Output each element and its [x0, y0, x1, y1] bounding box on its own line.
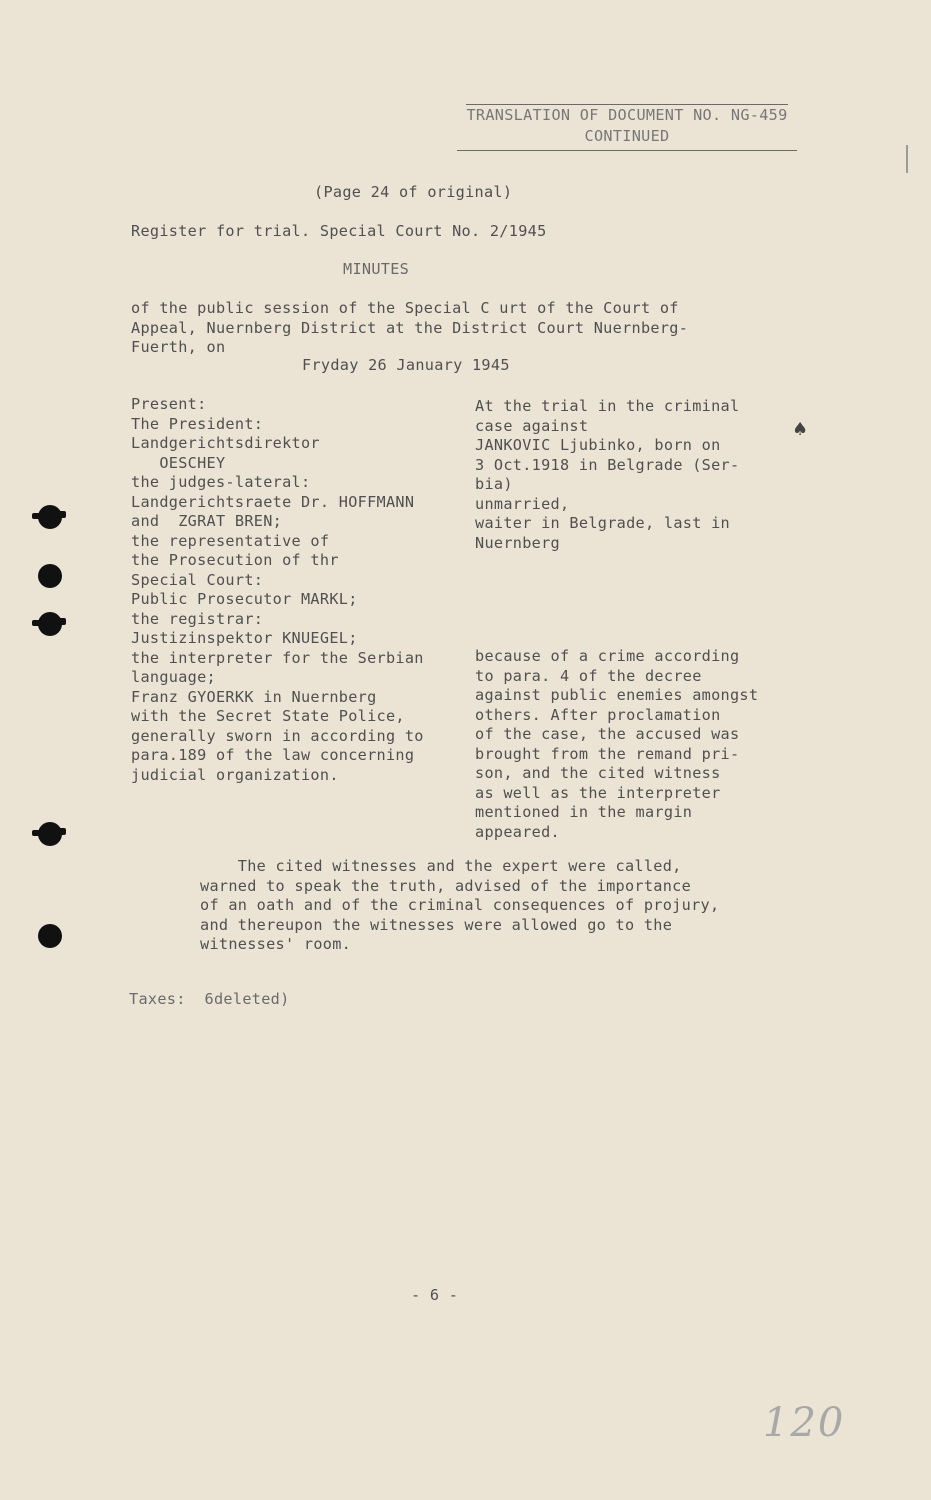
right-line: because of a crime according: [475, 647, 740, 665]
right-line: JANKOVIC Ljubinko, born on: [475, 436, 721, 454]
ink-mark: ♠: [792, 419, 809, 440]
translation-title: TRANSLATION OF DOCUMENT NO. NG-459: [466, 106, 788, 124]
intro-line: Fuerth, on: [131, 338, 226, 356]
left-line: Justizinspektor KNUEGEL;: [131, 629, 358, 647]
paragraph-line: witnesses' room.: [200, 935, 352, 953]
punch-hole: [38, 612, 62, 636]
right-line: bia): [475, 475, 513, 493]
intro-block: [131, 299, 688, 358]
punch-hole: [38, 505, 62, 529]
register-line: Register for trial. Special Court No. 2/1945: [131, 222, 547, 240]
left-line: Landgerichtsraete Dr. HOFFMANN: [131, 492, 415, 511]
left-line: para.189 of the law concerning: [131, 746, 415, 764]
continued-label: CONTINUED: [457, 127, 797, 152]
left-line: Special Court:: [131, 570, 264, 589]
taxes-note: Taxes: 6deleted): [129, 990, 290, 1008]
right-line: others. After proclamation: [475, 705, 721, 724]
right-line: 3 Oct.1918 in Belgrade (Ser-: [475, 455, 740, 474]
left-line: with the Secret State Police,: [131, 707, 405, 725]
left-line: OESCHEY: [131, 453, 226, 472]
right-line: waiter in Belgrade, last in: [475, 514, 730, 532]
document-header: [452, 104, 802, 151]
left-line: the registrar:: [131, 609, 264, 628]
left-line: Public Prosecutor MARKL;: [131, 590, 358, 608]
right-line: against public enemies amongst: [475, 686, 759, 704]
left-column: [131, 395, 424, 785]
right-line: son, and the cited witness: [475, 764, 721, 782]
left-line: language;: [131, 668, 216, 686]
left-line: Franz GYOERKK in Nuernberg: [131, 687, 377, 706]
paragraph-line: The cited witnesses and the expert were called,: [200, 857, 682, 875]
right-column-case: [475, 397, 739, 553]
page-number: - 6 -: [411, 1286, 459, 1304]
punch-hole: [38, 924, 62, 948]
right-column-charge: [475, 647, 758, 842]
minutes-title: MINUTES: [343, 260, 410, 278]
right-line: case against: [475, 416, 589, 435]
left-line: judicial organization.: [131, 765, 339, 784]
right-line: brought from the remand pri-: [475, 744, 740, 763]
right-line: appeared.: [475, 822, 560, 841]
paragraph-line: warned to speak the truth, advised of the importance: [200, 876, 692, 895]
left-line: the representative of: [131, 531, 330, 550]
right-line: mentioned in the margin: [475, 803, 693, 821]
witness-paragraph: [200, 857, 719, 955]
handwritten-page-number: 120: [763, 1400, 846, 1446]
paragraph-line: of an oath and of the criminal consequences of projury,: [200, 896, 720, 914]
right-line: unmarried,: [475, 494, 570, 513]
page-reference: (Page 24 of original): [314, 183, 513, 201]
right-line: of the case, the accused was: [475, 725, 740, 743]
left-line: Landgerichtsdirektor: [131, 434, 320, 452]
punch-hole: [38, 822, 62, 846]
left-line: generally sworn in according to: [131, 726, 424, 745]
left-line: and ZGRAT BREN;: [131, 512, 283, 530]
margin-line: [906, 145, 908, 173]
right-line: as well as the interpreter: [475, 783, 721, 802]
paragraph-line: and thereupon the witnesses were allowed go to the: [200, 915, 673, 934]
left-line: Present:: [131, 395, 207, 413]
left-line: the interpreter for the Serbian: [131, 648, 424, 667]
punch-hole: [38, 564, 62, 588]
right-line: Nuernberg: [475, 533, 560, 552]
left-line: the judges-lateral:: [131, 473, 311, 491]
left-line: the Prosecution of thr: [131, 551, 339, 569]
session-date: Fryday 26 January 1945: [302, 356, 510, 374]
right-line: At the trial in the criminal: [475, 397, 740, 415]
right-line: to para. 4 of the decree: [475, 666, 702, 685]
left-line: The President:: [131, 414, 264, 433]
intro-line: of the public session of the Special C urt of the Court of: [131, 299, 679, 317]
intro-line: Appeal, Nuernberg District at the District Court Nuernberg-: [131, 318, 689, 337]
